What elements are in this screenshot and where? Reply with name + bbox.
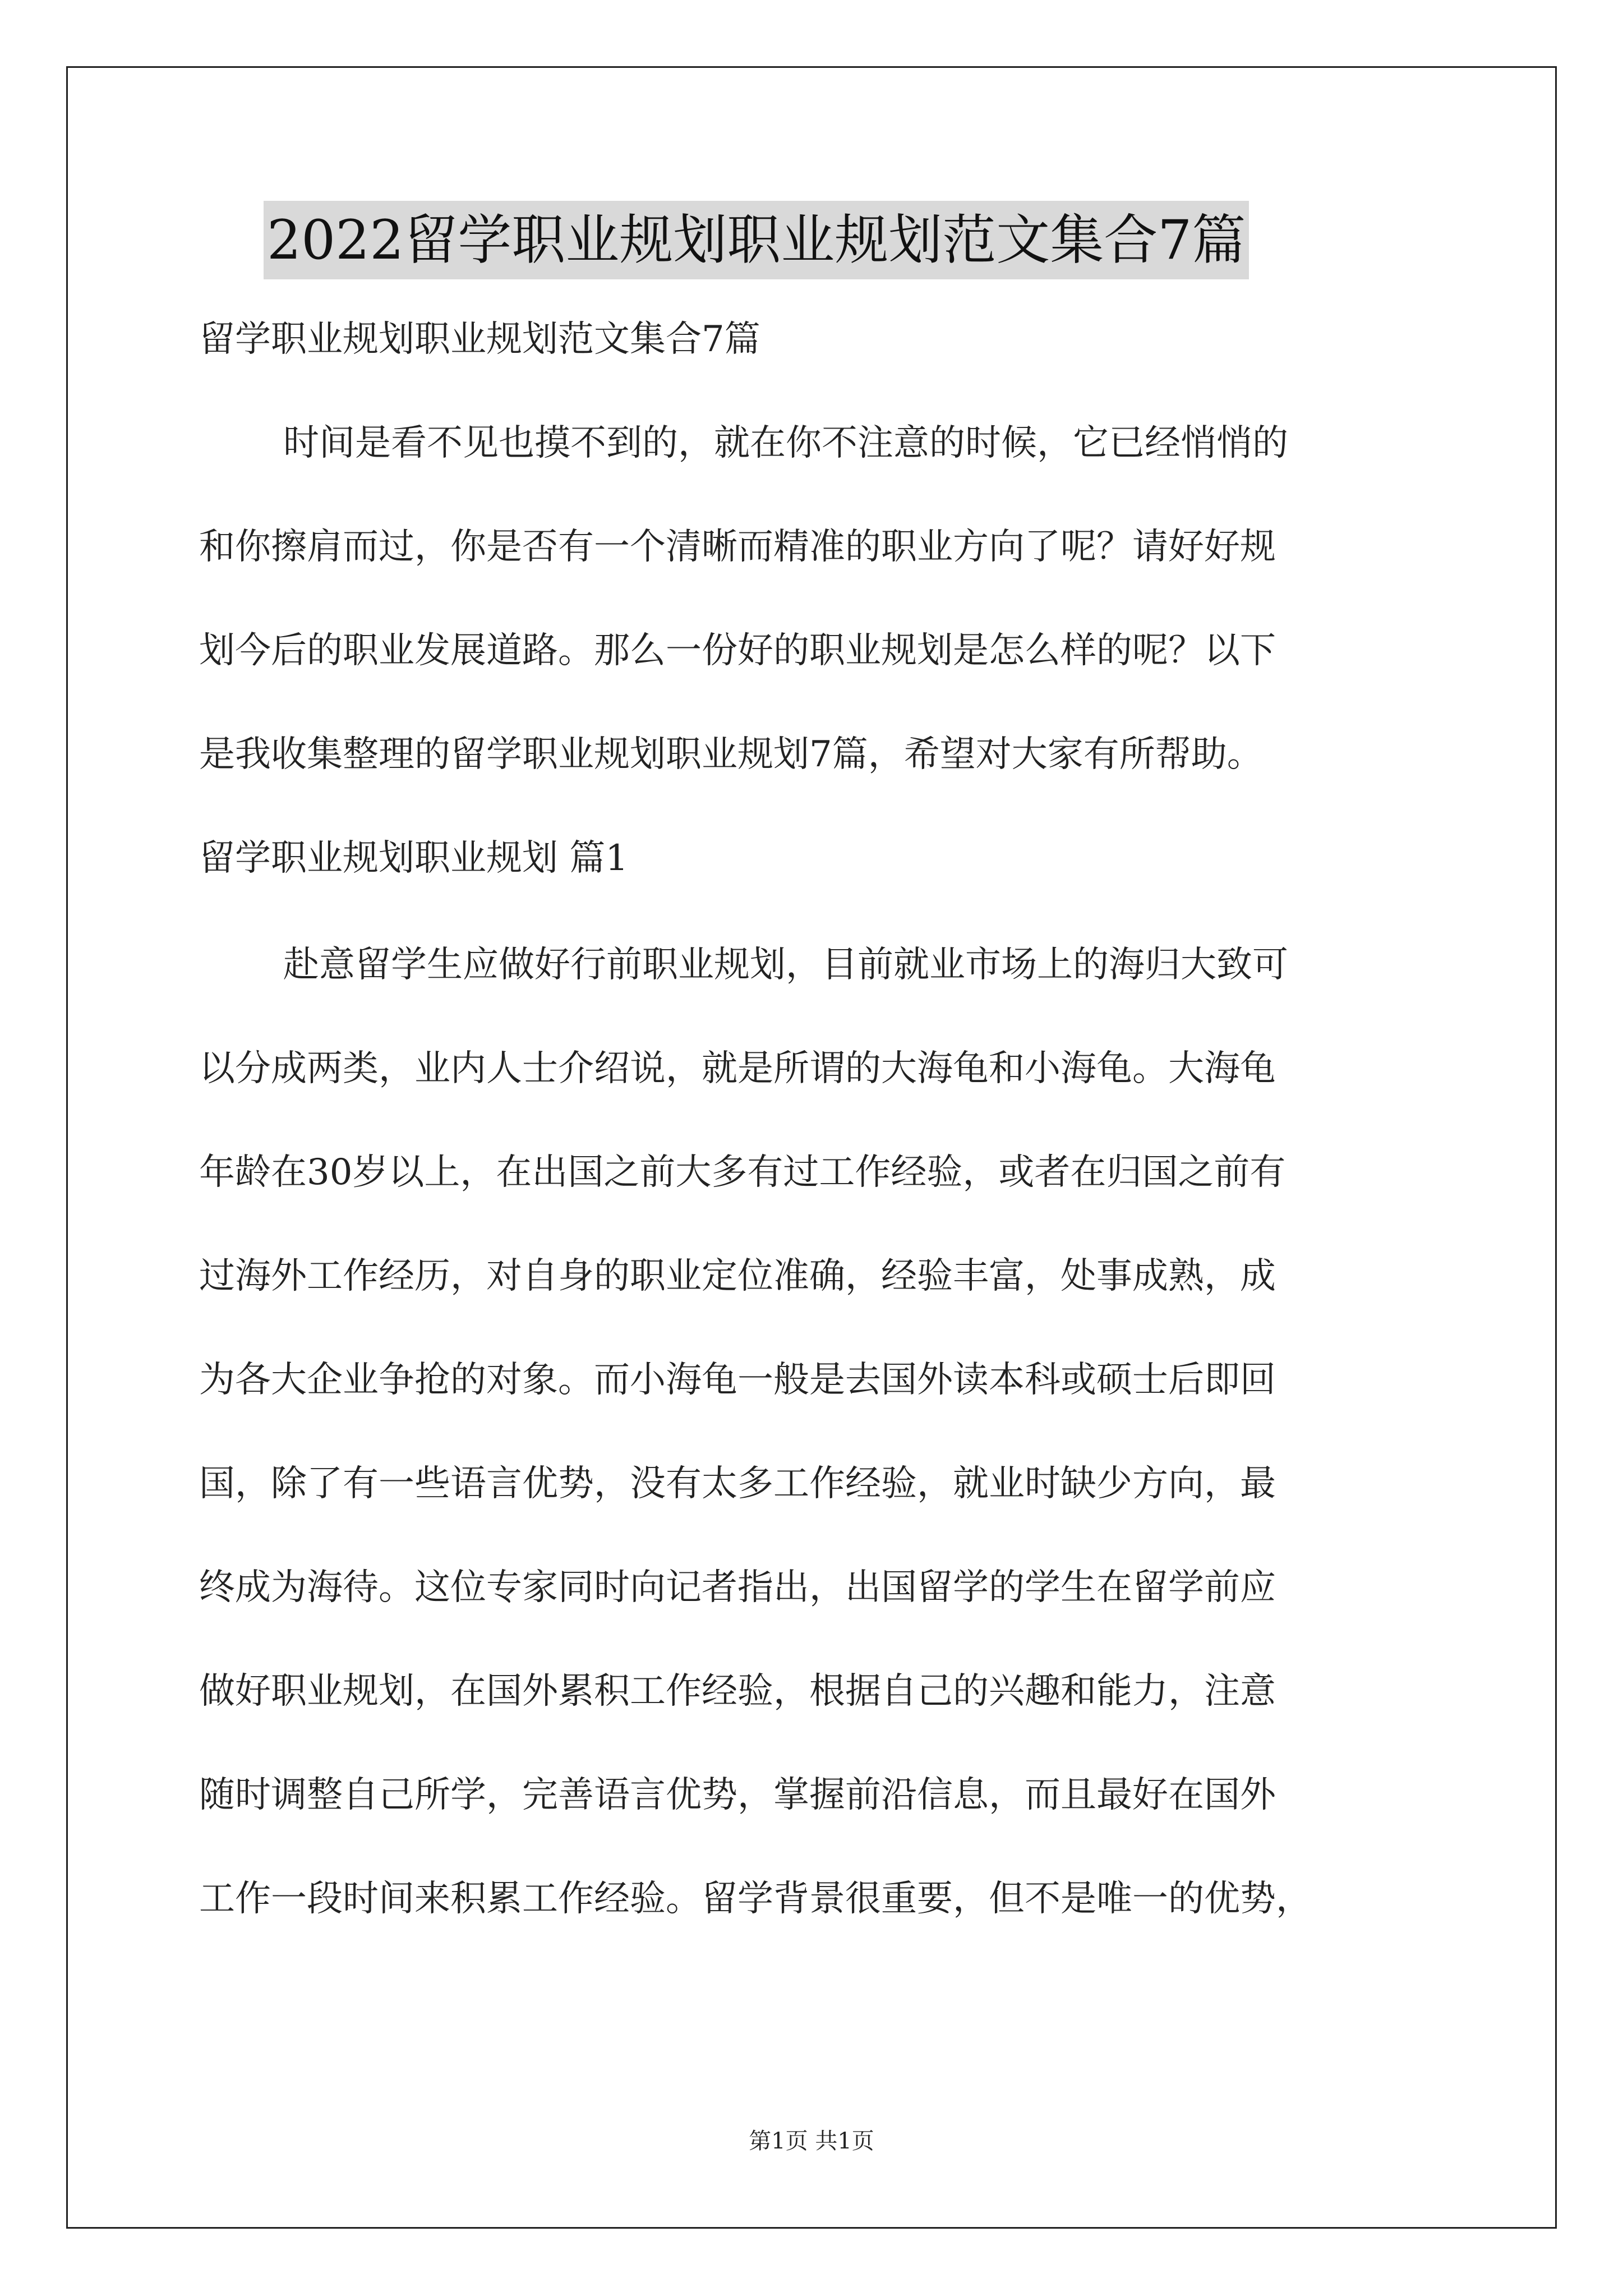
paragraph-line: 随时调整自己所学，完善语言优势，掌握前沿信息，而且最好在国外	[199, 1774, 1276, 1816]
document-title: 2022留学职业规划职业规划范文集合7篇	[264, 201, 1249, 279]
subtitle-line: 留学职业规划职业规划范文集合7篇	[199, 319, 760, 360]
paragraph-line: 过海外工作经历，对自身的职业定位准确，经验丰富，处事成熟，成	[199, 1255, 1276, 1297]
section-heading: 留学职业规划职业规划 篇1	[199, 838, 629, 879]
paragraph-line: 时间是看不见也摸不到的，就在你不注意的时候，它已经悄悄的	[283, 422, 1288, 464]
paragraph-line: 赴意留学生应做好行前职业规划，目前就业市场上的海归大致可	[283, 944, 1288, 986]
paragraph-line: 划今后的职业发展道路。那么一份好的职业规划是怎么样的呢？以下	[199, 630, 1276, 671]
page-number-footer: 第1页 共1页	[749, 2128, 874, 2154]
paragraph-line: 和你擦肩而过，你是否有一个清晰而精准的职业方向了呢？请好好规	[199, 526, 1276, 568]
paragraph-line: 工作一段时间来积累工作经验。留学背景很重要，但不是唯一的优势，	[199, 1878, 1312, 1920]
paragraph-line: 国，除了有一些语言优势，没有太多工作经验，就业时缺少方向，最	[199, 1463, 1276, 1504]
paragraph-line: 以分成两类，业内人士介绍说，就是所谓的大海龟和小海龟。大海龟	[199, 1048, 1276, 1089]
paragraph-line: 是我收集整理的留学职业规划职业规划7篇，希望对大家有所帮助。	[199, 734, 1263, 775]
paragraph-line: 终成为海待。这位专家同时向记者指出，出国留学的学生在留学前应	[199, 1567, 1276, 1608]
paragraph-line: 做好职业规划，在国外累积工作经验，根据自己的兴趣和能力，注意	[199, 1671, 1276, 1712]
paragraph-line: 年龄在30岁以上，在出国之前大多有过工作经验，或者在归国之前有	[199, 1152, 1286, 1193]
paragraph-line: 为各大企业争抢的对象。而小海龟一般是去国外读本科或硕士后即回	[199, 1359, 1276, 1401]
